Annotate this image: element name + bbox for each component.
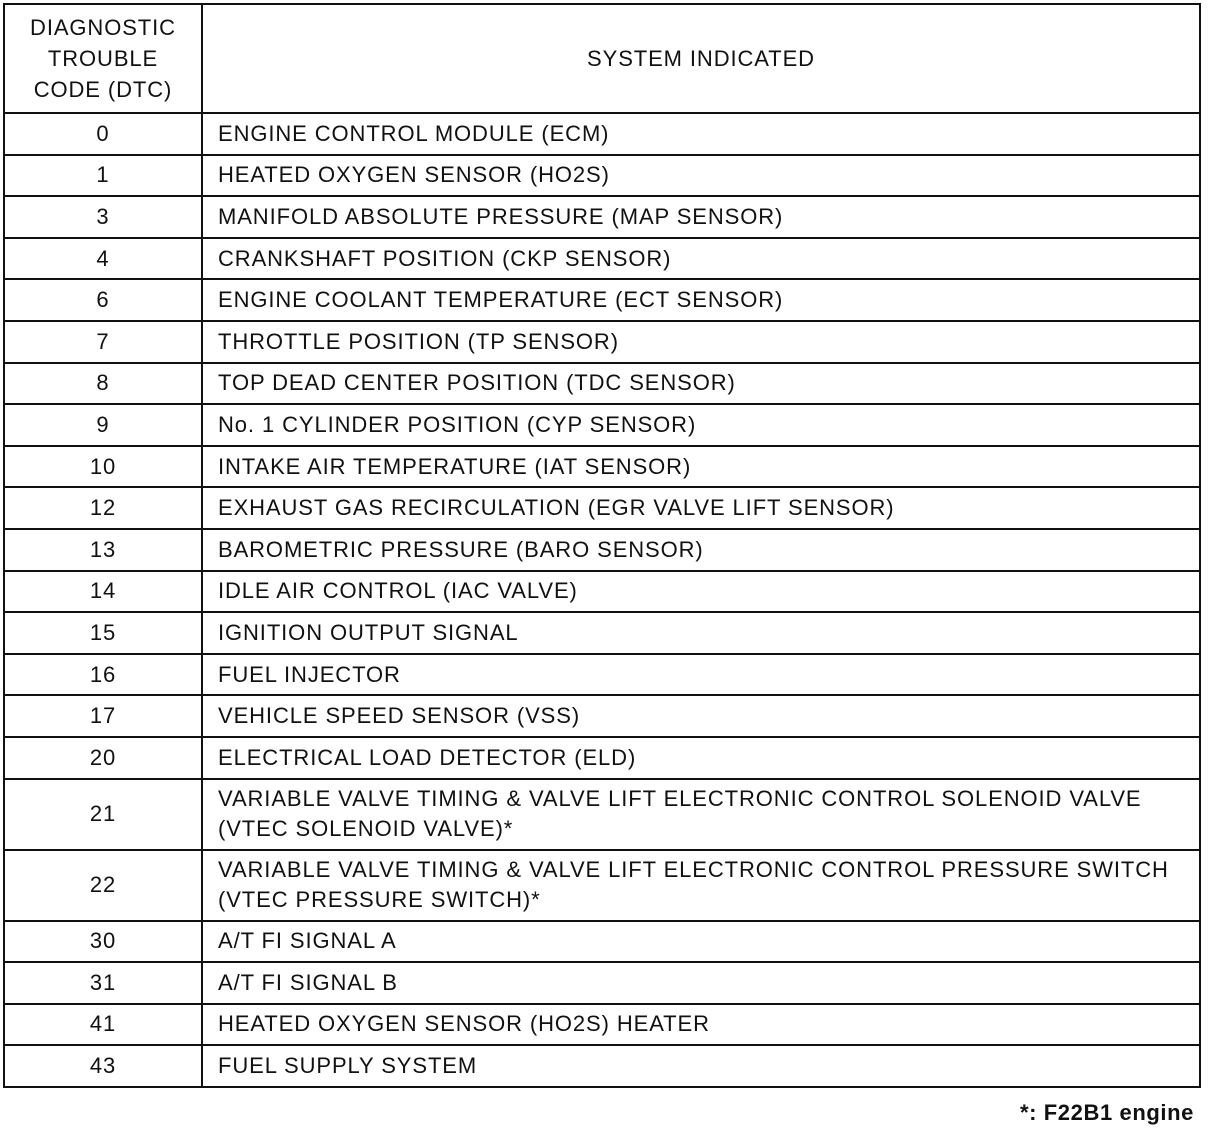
system-indicated: No. 1 CYLINDER POSITION (CYP SENSOR) [202, 404, 1200, 446]
system-indicated: HEATED OXYGEN SENSOR (HO2S) HEATER [202, 1004, 1200, 1046]
code-header-line-2: TROUBLE [47, 46, 159, 71]
dtc-code: 4 [4, 238, 202, 280]
table-header-row [4, 4, 1200, 113]
table-row [4, 321, 1200, 363]
system-indicated: THROTTLE POSITION (TP SENSOR) [202, 321, 1200, 363]
dtc-code: 22 [4, 850, 202, 921]
footnote-engine-note: *: F22B1 engine [1019, 1100, 1194, 1125]
code-column-header [4, 4, 202, 113]
system-indicated: INTAKE AIR TEMPERATURE (IAT SENSOR) [202, 446, 1200, 488]
system-indicated: CRANKSHAFT POSITION (CKP SENSOR) [202, 238, 1200, 280]
code-header-line-1: DIAGNOSTIC [30, 15, 176, 40]
table-row [4, 238, 1200, 280]
system-indicated: VARIABLE VALVE TIMING & VALVE LIFT ELECTRONIC CONTROL PRESSURE SWITCH (VTEC PRESSURE SWITCH)* [202, 850, 1200, 921]
table-row [4, 571, 1200, 613]
table-row [4, 155, 1200, 197]
system-indicated: VARIABLE VALVE TIMING & VALVE LIFT ELECTRONIC CONTROL SOLENOID VALVE (VTEC SOLENOID VALVE)* [202, 779, 1200, 850]
dtc-code: 1 [4, 155, 202, 197]
table-row [4, 196, 1200, 238]
dtc-table-body [4, 113, 1200, 1087]
table-row [4, 446, 1200, 488]
table-row [4, 695, 1200, 737]
table-row [4, 529, 1200, 571]
system-indicated: FUEL SUPPLY SYSTEM [202, 1045, 1200, 1087]
system-indicated: IGNITION OUTPUT SIGNAL [202, 612, 1200, 654]
table-row [4, 279, 1200, 321]
system-indicated: IDLE AIR CONTROL (IAC VALVE) [202, 571, 1200, 613]
table-row [4, 850, 1200, 921]
dtc-code: 9 [4, 404, 202, 446]
table-row [4, 1045, 1200, 1087]
system-indicated: VEHICLE SPEED SENSOR (VSS) [202, 695, 1200, 737]
dtc-code: 12 [4, 487, 202, 529]
table-row [4, 779, 1200, 850]
system-column-header: SYSTEM INDICATED [202, 4, 1200, 113]
dtc-code: 21 [4, 779, 202, 850]
table-row [4, 654, 1200, 696]
code-header-line-3: CODE (DTC) [33, 77, 173, 102]
dtc-code: 0 [4, 113, 202, 155]
dtc-code: 16 [4, 654, 202, 696]
system-indicated: A/T FI SIGNAL B [202, 962, 1200, 1004]
system-indicated: A/T FI SIGNAL A [202, 921, 1200, 963]
dtc-code: 31 [4, 962, 202, 1004]
dtc-code: 30 [4, 921, 202, 963]
table-row [4, 1004, 1200, 1046]
dtc-code: 6 [4, 279, 202, 321]
system-indicated: TOP DEAD CENTER POSITION (TDC SENSOR) [202, 363, 1200, 405]
dtc-code: 15 [4, 612, 202, 654]
dtc-code: 41 [4, 1004, 202, 1046]
system-indicated: ENGINE COOLANT TEMPERATURE (ECT SENSOR) [202, 279, 1200, 321]
table-row [4, 921, 1200, 963]
table-row [4, 962, 1200, 1004]
table-row [4, 612, 1200, 654]
dtc-code: 43 [4, 1045, 202, 1087]
system-indicated: BAROMETRIC PRESSURE (BARO SENSOR) [202, 529, 1200, 571]
dtc-code: 3 [4, 196, 202, 238]
dtc-code: 17 [4, 695, 202, 737]
table-row [4, 404, 1200, 446]
dtc-code: 13 [4, 529, 202, 571]
dtc-table [3, 3, 1201, 1088]
dtc-code: 8 [4, 363, 202, 405]
table-row [4, 487, 1200, 529]
system-indicated: HEATED OXYGEN SENSOR (HO2S) [202, 155, 1200, 197]
dtc-code: 14 [4, 571, 202, 613]
system-indicated: FUEL INJECTOR [202, 654, 1200, 696]
system-indicated: MANIFOLD ABSOLUTE PRESSURE (MAP SENSOR) [202, 196, 1200, 238]
system-indicated: ELECTRICAL LOAD DETECTOR (ELD) [202, 737, 1200, 779]
table-row [4, 363, 1200, 405]
dtc-code: 20 [4, 737, 202, 779]
table-row [4, 113, 1200, 155]
dtc-code: 7 [4, 321, 202, 363]
system-indicated: EXHAUST GAS RECIRCULATION (EGR VALVE LIFT SENSOR) [202, 487, 1200, 529]
table-row [4, 737, 1200, 779]
system-indicated: ENGINE CONTROL MODULE (ECM) [202, 113, 1200, 155]
dtc-code: 10 [4, 446, 202, 488]
